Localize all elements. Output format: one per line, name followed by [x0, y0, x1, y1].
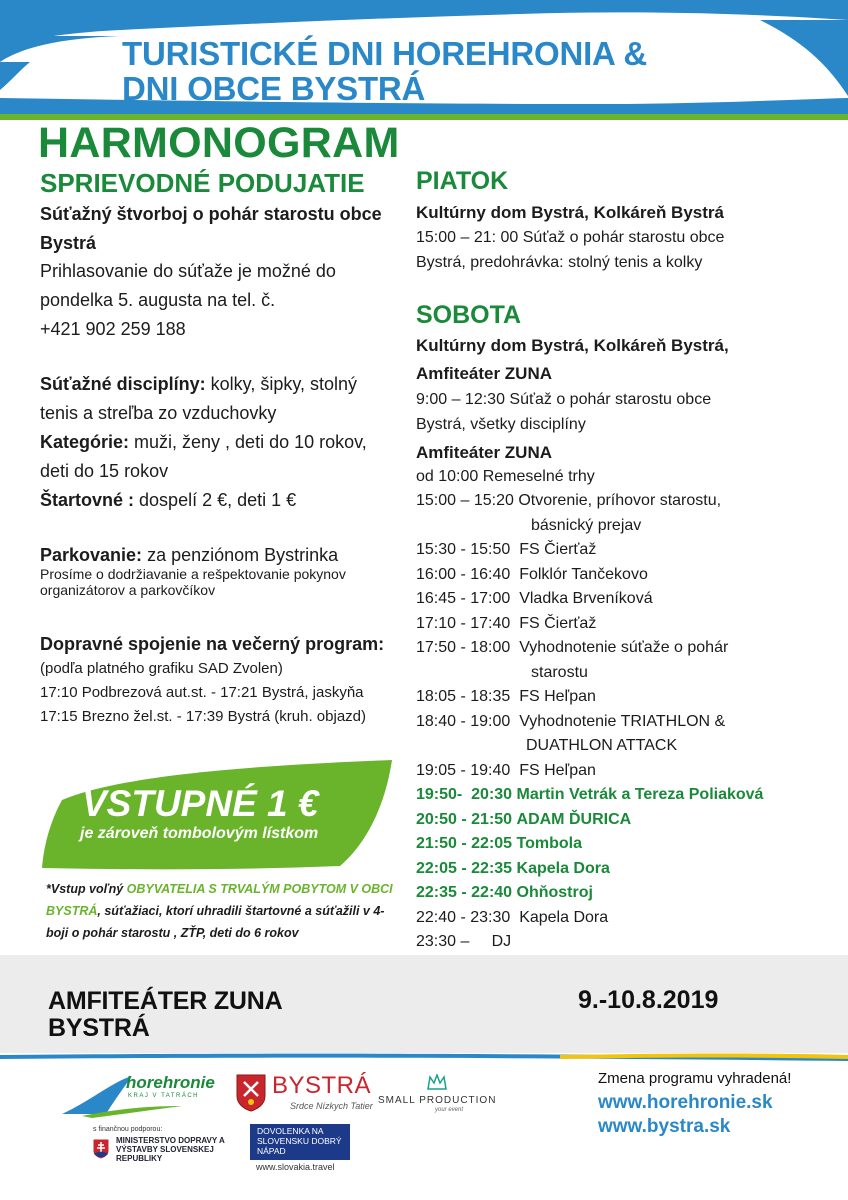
- saturday-venue: [416, 332, 836, 388]
- program-event: FS Čierťaž: [519, 541, 597, 558]
- categories-label: Kategórie:: [40, 432, 130, 452]
- program-event: Tombola: [516, 835, 582, 852]
- program-change-notice: Zmena programu vyhradená!: [598, 1070, 792, 1087]
- registration-line: Prihlasovanie do súťaže je možné do: [40, 261, 336, 281]
- program-time: 20:50 - 21:50: [416, 810, 517, 828]
- program-time: 18:05 - 18:35: [416, 688, 520, 705]
- bystra-logo-subtext: Srdce Nízkych Tatier: [290, 1101, 373, 1111]
- disciplines-label: Súťažné disciplíny:: [40, 374, 206, 394]
- horehronie-website-link[interactable]: www.horehronie.sk: [598, 1092, 773, 1113]
- crown-icon: [427, 1074, 447, 1090]
- contest-title: [40, 200, 400, 258]
- bystra-logo-text: BYSTRÁ: [272, 1072, 372, 1099]
- registration-text: [40, 257, 400, 344]
- transport-line: (podľa platného grafiku SAD Zvolen): [40, 660, 283, 677]
- program-row: [416, 685, 836, 710]
- saturday-venue-line: Kultúrny dom Bystrá, Kolkáreň Bystrá,: [416, 336, 729, 355]
- program-time: 22:05 - 22:35: [416, 859, 517, 877]
- program-event: DJ: [491, 933, 512, 950]
- program-row: [416, 759, 836, 784]
- parking-value: za penziónom Bystrinka: [142, 545, 339, 565]
- small-production-logo-text: SMALL PRODUCTION: [378, 1095, 497, 1106]
- program-event: Kapela Dora: [516, 859, 610, 877]
- friday-program: [416, 226, 836, 275]
- event-date: 9.-10.8.2019: [578, 986, 719, 1014]
- saturday-contest-line: 9:00 – 12:30 Súťaž o pohár starostu obce: [416, 391, 712, 408]
- friday-line: 15:00 – 21: 00 Súťaž o pohár starostu obce: [416, 229, 725, 246]
- footer-venue: [48, 988, 282, 1042]
- program-event: Otvorenie, príhovor starostu,: [518, 492, 722, 509]
- program-time: 18:40 - 19:00: [416, 712, 520, 730]
- event-title-line-2: DNI OBCE BYSTRÁ: [122, 70, 426, 107]
- friday-heading: PIATOK: [416, 167, 509, 195]
- program-row: [416, 734, 836, 759]
- program-time: 21:50 - 22:05: [416, 835, 517, 852]
- footer-stripe: [0, 1053, 848, 1069]
- bystra-crest-icon: [236, 1074, 266, 1112]
- bystra-website-link[interactable]: www.bystra.sk: [598, 1116, 731, 1137]
- saturday-program-list: [416, 489, 836, 955]
- transport-line: 17:15 Brezno žel.st. - 17:39 Bystrá (kruh. objazd): [40, 708, 366, 725]
- horehronie-logo-subtext: KRAJ V TATRÁCH: [128, 1093, 200, 1099]
- note-prefix: *Vstup voľný: [46, 882, 127, 896]
- financial-support-label: s finančnou podporou:: [93, 1126, 163, 1133]
- program-row: [416, 783, 836, 808]
- fee-label: Štartovné :: [40, 490, 135, 510]
- program-time: 16:00 - 16:40: [416, 565, 520, 583]
- program-time: 23:30 –: [416, 933, 492, 950]
- small-production-logo-subtext: your event: [435, 1107, 464, 1113]
- contest-title-line-2: Bystrá: [40, 233, 97, 253]
- program-row: [416, 563, 836, 588]
- note-rest: , súťažiaci, ktorí uhradili štartovné a súťažili v 4-boji o pohár starostu , ZŤP, deti do 6 rokov: [46, 904, 385, 940]
- program-event: FS Heľpan: [519, 688, 596, 705]
- program-row: [416, 636, 836, 661]
- program-row: [416, 857, 836, 882]
- program-event: Folklór Tančekovo: [519, 565, 648, 583]
- fee-value: dospelí 2 €, deti 1 €: [134, 490, 297, 510]
- disciplines-value: kolky, šipky, stolný: [205, 374, 358, 394]
- saturday-venue-line: Amfiteáter ZUNA: [416, 364, 553, 383]
- parking-label: Parkovanie:: [40, 545, 143, 565]
- disciplines-value-2: tenis a streľba zo vzduchovky: [40, 403, 277, 423]
- program-time: 19:05 - 19:40: [416, 761, 520, 779]
- transport-lines: [40, 657, 400, 729]
- program-row: [416, 612, 836, 637]
- program-row: [416, 661, 836, 686]
- saturday-contest: [416, 388, 836, 437]
- slovak-coat-of-arms-icon: [92, 1138, 110, 1160]
- program-event: FS Čierťaž: [519, 614, 597, 632]
- footer-venue-line: BYSTRÁ: [48, 1014, 150, 1042]
- program-event: básnický prejav: [531, 516, 642, 534]
- note-highlight: OBYVATELIA S TRVALÝM POBYTOM V OBCI BYSTRÁ: [46, 882, 393, 918]
- entry-fee-text: VSTUPNÉ 1 €: [82, 783, 319, 824]
- saturday-market: od 10:00 Remeselné trhy: [416, 468, 595, 485]
- contest-title-line-1: Súťažný štvorboj o pohár starostu obce: [40, 204, 382, 224]
- transport-line: 17:10 Podbrezová aut.st. - 17:21 Bystrá, jaskyňa: [40, 684, 364, 701]
- program-event: Ohňostroj: [516, 884, 593, 901]
- program-row: [416, 808, 836, 833]
- friday-venue: Kultúrny dom Bystrá, Kolkáreň Bystrá: [416, 203, 724, 222]
- registration-line: +421 902 259 188: [40, 319, 186, 339]
- footer-venue-line: AMFITEÁTER ZUNA: [48, 987, 283, 1015]
- parking-note-line: Prosíme o dodržiavanie a rešpektovanie pokynov: [40, 566, 346, 582]
- dovolenka-logo-text: DOVOLENKA NA SLOVENSKU DOBRÝ NÁPAD: [257, 1126, 342, 1156]
- saturday-contest-line: Bystrá, všetky disciplíny: [416, 415, 586, 433]
- program-event: Vladka Brveníková: [519, 590, 653, 607]
- program-row: [416, 710, 836, 735]
- harmonogram-title: HARMONOGRAM: [38, 119, 400, 167]
- section-title: SPRIEVODNÉ PODUJATIE: [40, 168, 365, 198]
- saturday-venue-amphitheatre: Amfiteáter ZUNA: [416, 443, 553, 462]
- parking-note-line: organizátorov a parkovčíkov: [40, 582, 216, 598]
- slovakia-travel-url: www.slovakia.travel: [256, 1162, 335, 1172]
- program-time: 22:40 - 23:30: [416, 908, 520, 926]
- program-row: [416, 930, 836, 955]
- program-event: starostu: [531, 663, 588, 681]
- registration-line: pondelka 5. augusta na tel. č.: [40, 290, 276, 310]
- program-row: [416, 514, 836, 539]
- program-event: Martin Vetrák a Tereza Poliaková: [516, 786, 764, 803]
- program-event: Kapela Dora: [519, 908, 609, 926]
- event-title: [122, 36, 822, 106]
- program-event: Vyhodnotenie súťaže o pohár: [519, 639, 729, 656]
- program-time: 16:45 - 17:00: [416, 590, 520, 607]
- program-time: 22:35 - 22:40: [416, 884, 517, 901]
- event-title-line-1: TURISTICKÉ DNI HOREHRONIA &: [122, 35, 648, 72]
- transport-title: Dopravné spojenie na večerný program:: [40, 634, 385, 654]
- program-row: [416, 489, 836, 514]
- program-row: [416, 832, 836, 857]
- program-event: FS Heľpan: [519, 761, 596, 779]
- program-time: 17:50 - 18:00: [416, 639, 520, 656]
- horehronie-logo-text: horehronie: [126, 1073, 215, 1092]
- program-row: [416, 881, 836, 906]
- program-row: [416, 587, 836, 612]
- program-time: 15:00 – 15:20: [416, 492, 519, 509]
- ministry-logo-text: MINISTERSTVO DOPRAVY A VÝSTAVBY SLOVENSKEJ REPUBLIKY: [116, 1136, 225, 1163]
- program-row: [416, 538, 836, 563]
- program-time: 19:50- 20:30: [416, 786, 517, 803]
- program-time: 15:30 - 15:50: [416, 541, 520, 558]
- program-time: 17:10 - 17:40: [416, 614, 520, 632]
- friday-line: Bystrá, predohrávka: stolný tenis a kolky: [416, 253, 703, 271]
- saturday-heading: SOBOTA: [416, 301, 522, 329]
- program-event: ADAM ĎURICA: [516, 810, 632, 828]
- free-entry-note: [46, 878, 396, 944]
- entry-fee-subtext: je zároveň tombolovým lístkom: [80, 825, 319, 842]
- program-event: Vyhodnotenie TRIATHLON &: [519, 712, 726, 730]
- program-row: [416, 906, 836, 931]
- disciplines-text: [40, 370, 400, 515]
- parking-note: [40, 566, 400, 598]
- program-event: DUATHLON ATTACK: [526, 737, 678, 754]
- categories-value: muži, ženy , deti do 10 rokov,: [129, 432, 367, 452]
- categories-value-2: deti do 15 rokov: [40, 461, 169, 481]
